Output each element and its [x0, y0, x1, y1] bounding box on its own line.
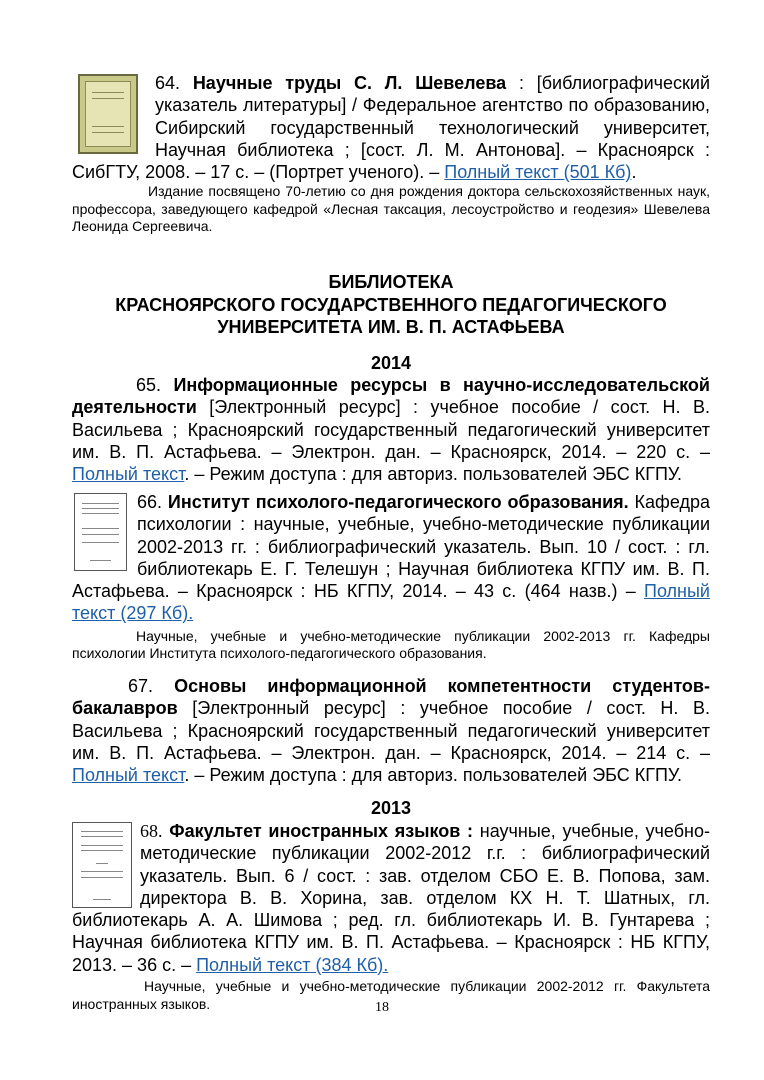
entry-description: : [библиографический указатель литературы] / Федеральное агентство по образованию, Сибирский государственный технологический университет, Научная библиотека ; [сост. Л. М. Антонова]. – Красноярск : СибГТУ, 2008. – 17 с. – (Портрет ученого). – — [72, 73, 710, 183]
book-cover-thumbnail — [78, 74, 138, 154]
entry-description: Кафедра психологии : научные, учебные, учебно-методические публикации 2002-2013 гг. : библиографический указатель. Вып. 10 / сост. : гл. библиотекарь Е. Г. Телешун ; Научная библиотека КГПУ им. В. П. Астафьева. – Красноярск : НБ КГПУ, 2014. – 43 с. (464 назв.) – — [72, 492, 710, 602]
entry-description: научные, учебные, учебно-методические публикации 2002-2012 г.г. : библиографический указатель. Вып. 6 / сост. : зав. отделом СБО Е. В. Попова, зам. директора В. В. Хорина, зав. отделом КХ Н. Т. Шатных, гл. библиотекарь А. А. Шимова ; ред. гл. библиотекарь И. В. Гунтарева ; Научная библиотека КГПУ им. В. П. Астафьева. – Красноярск : НБ КГПУ, 2013. – 36 с. – — [72, 821, 710, 975]
entry-66 — [72, 491, 710, 663]
entry-67: 67. Основы информационной компетентности студентов-бакалавров [Электронный ресурс] : учебное пособие / сост. Н. В. Васильева ; Красноярский государственный педагогический университет им. В. П. Астафьева. – Электрон. дан. – Красноярск, 2014. – 214 с. – Полный текст. – Режим доступа : для авториз. пользователей ЭБС КГПУ. — [72, 676, 710, 786]
entry-title: Факультет иностранных языков : — [169, 821, 474, 841]
entry-description: [Электронный ресурс] : учебное пособие / сост. Н. В. Васильева ; Красноярский государственный педагогический университет им. В. П. Астафьева. – Электрон. дан. – Красноярск, 2014. – 214 с. – — [72, 698, 710, 763]
entry-64: 64. Научные труды С. Л. Шевелева : [библиографический указатель литературы] / Федеральное агентство по образованию, Сибирский государственный технологический университет, Научная библиотека ; [сост. Л. М. Антонова]. – Красноярск : СибГТУ, 2008. – 17 с. – (Портрет ученого). – Полный текст (501 Кб). Издание посвящено 70-летию со дня рождения доктора сельскохозяйственных наук, профессора, заведующего кафедрой «Лесная таксация, лесоустройство и геодезия» Шевелева Леонида Сергеевича. — [72, 73, 710, 235]
full-text-link[interactable]: Полный текст — [72, 464, 185, 485]
page-number: 18 — [375, 1000, 389, 1015]
entry-number: 64. — [155, 73, 181, 93]
entry-title: Научные труды С. Л. Шевелева — [192, 73, 507, 93]
section-heading: БИБЛИОТЕКА КРАСНОЯРСКОГО ГОСУДАРСТВЕННОГО ПЕДАГОГИЧЕСКОГО УНИВЕРСИТЕТА ИМ. В. П. АСТАФЬЕВА — [115, 272, 667, 337]
entry-title: Институт психолого-педагогического образования. — [167, 492, 629, 512]
entry-description: [Электронный ресурс] : учебное пособие / сост. Н. В. Васильева ; Красноярский государственный педагогический университет им. В. П. Астафьева. – Электрон. дан. – Красноярск, 2014. – 220 с. – — [72, 397, 710, 462]
entry-title: Основы информационной компетентности студентов-бакалавров — [72, 676, 710, 719]
book-cover-thumbnail — [72, 822, 132, 908]
entry-number: 67. — [128, 676, 154, 696]
full-text-link[interactable]: Полный текст (384 Кб). — [196, 954, 389, 975]
entry-number: 65. — [136, 375, 162, 395]
year-heading-2014: 2014 — [370, 353, 412, 373]
entry-annotation: Научные, учебные и учебно-методические публикации 2002-2012 гг. Факультета иностранных языков. — [72, 978, 710, 1012]
entry-annotation: Издание посвящено 70-летию со дня рождения доктора сельскохозяйственных наук, профессора, заведующего кафедрой «Лесная таксация, лесоустройство и геодезия» Шевелева Леонида Сергеевича. — [72, 183, 710, 235]
book-cover-thumbnail — [74, 493, 127, 571]
entry-annotation: Научные, учебные и учебно-методические публикации 2002-2013 гг. Кафедры психологии Института психолого-педагогического образования. — [72, 627, 710, 662]
entry-65: 65. Информационные ресурсы в научно-исследовательской деятельности [Электронный ресурс] : учебное пособие / сост. Н. В. Васильева ; Красноярский государственный педагогический университет им. В. П. Астафьева. – Электрон. дан. – Красноярск, 2014. – 220 с. – Полный текст. – Режим доступа : для авториз. пользователей ЭБС КГПУ. — [72, 375, 710, 485]
full-text-link[interactable]: Полный текст (297 Кб). — [72, 581, 710, 624]
full-text-link[interactable]: Полный текст — [72, 765, 185, 786]
entry-number: 68. — [140, 821, 163, 841]
year-heading-2013: 2013 — [370, 798, 412, 818]
entry-68 — [72, 820, 710, 1013]
entry-number: 66. — [137, 492, 163, 512]
full-text-link[interactable]: Полный текст (501 Кб) — [444, 162, 632, 183]
entry-title: Информационные ресурсы в научно-исследовательской деятельности — [72, 375, 710, 418]
